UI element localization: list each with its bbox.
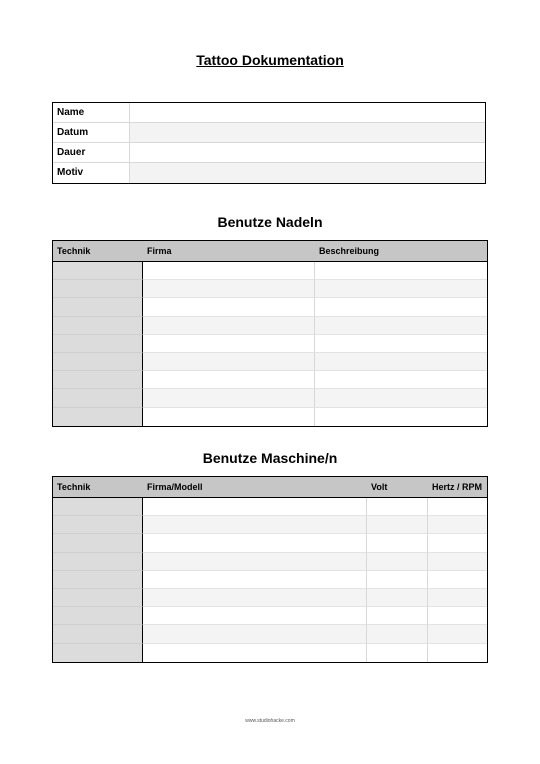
table-cell[interactable] <box>428 571 487 589</box>
table-row <box>53 571 487 589</box>
table-cell[interactable] <box>53 589 143 607</box>
info-label: Name <box>53 103 130 122</box>
table-cell[interactable] <box>53 262 143 280</box>
table-row <box>53 389 487 407</box>
table-cell[interactable] <box>428 553 487 571</box>
info-row-name <box>53 103 485 123</box>
table-cell[interactable] <box>367 534 428 552</box>
table-cell[interactable] <box>53 317 143 335</box>
table-cell[interactable] <box>53 335 143 353</box>
table-cell[interactable] <box>367 644 428 662</box>
table-cell[interactable] <box>143 571 367 589</box>
info-table <box>52 102 486 184</box>
table-cell[interactable] <box>143 335 315 353</box>
table-cell[interactable] <box>143 371 315 389</box>
table-cell[interactable] <box>428 589 487 607</box>
table-cell[interactable] <box>367 589 428 607</box>
machines-table-header <box>53 477 487 498</box>
info-label: Datum <box>53 123 130 142</box>
table-cell[interactable] <box>143 498 367 516</box>
table-row <box>53 516 487 534</box>
table-cell[interactable] <box>143 534 367 552</box>
column-header-beschreibung: Beschreibung <box>319 246 380 256</box>
table-cell[interactable] <box>53 534 143 552</box>
table-cell[interactable] <box>143 280 315 298</box>
table-row <box>53 607 487 625</box>
table-row <box>53 262 487 280</box>
info-row-motiv <box>53 163 485 183</box>
table-row <box>53 589 487 607</box>
table-cell[interactable] <box>53 553 143 571</box>
table-row <box>53 534 487 552</box>
table-cell[interactable] <box>143 298 315 316</box>
column-header-hertz-rpm: Hertz / RPM <box>432 482 483 492</box>
table-cell[interactable] <box>53 371 143 389</box>
footer-url: www.studiohacke.com <box>245 718 295 724</box>
column-header-firma-modell: Firma/Modell <box>147 482 203 492</box>
table-cell[interactable] <box>315 371 487 389</box>
table-row <box>53 553 487 571</box>
datum-field[interactable] <box>130 123 485 142</box>
table-cell[interactable] <box>53 408 143 426</box>
table-cell[interactable] <box>53 607 143 625</box>
table-cell[interactable] <box>143 644 367 662</box>
needles-section-title: Benutze Nadeln <box>217 214 323 230</box>
machines-table <box>52 476 488 663</box>
machines-section-title: Benutze Maschine/n <box>202 450 338 466</box>
needles-table-body <box>53 262 487 426</box>
table-cell[interactable] <box>53 389 143 407</box>
table-row <box>53 371 487 389</box>
table-cell[interactable] <box>143 553 367 571</box>
table-cell[interactable] <box>53 625 143 643</box>
table-cell[interactable] <box>315 280 487 298</box>
table-cell[interactable] <box>53 516 143 534</box>
table-cell[interactable] <box>367 553 428 571</box>
table-row <box>53 280 487 298</box>
table-row <box>53 298 487 316</box>
table-cell[interactable] <box>315 262 487 280</box>
column-header-technik: Technik <box>57 482 91 492</box>
table-cell[interactable] <box>315 317 487 335</box>
table-cell[interactable] <box>315 335 487 353</box>
dauer-field[interactable] <box>130 143 485 162</box>
table-cell[interactable] <box>428 607 487 625</box>
table-cell[interactable] <box>143 625 367 643</box>
table-cell[interactable] <box>367 571 428 589</box>
table-cell[interactable] <box>315 389 487 407</box>
page-title: Tattoo Dokumentation <box>196 52 344 68</box>
table-row <box>53 625 487 643</box>
info-row-dauer <box>53 143 485 163</box>
table-cell[interactable] <box>53 298 143 316</box>
table-cell[interactable] <box>428 534 487 552</box>
info-row-datum <box>53 123 485 143</box>
table-cell[interactable] <box>53 644 143 662</box>
table-cell[interactable] <box>53 353 143 371</box>
table-cell[interactable] <box>367 498 428 516</box>
name-field[interactable] <box>130 103 485 122</box>
table-row <box>53 317 487 335</box>
table-cell[interactable] <box>53 498 143 516</box>
table-cell[interactable] <box>143 589 367 607</box>
info-label: Motiv <box>53 163 130 183</box>
info-label: Dauer <box>53 143 130 162</box>
table-cell[interactable] <box>315 408 487 426</box>
table-cell[interactable] <box>143 516 367 534</box>
needles-table <box>52 240 488 427</box>
table-cell[interactable] <box>53 571 143 589</box>
table-cell[interactable] <box>315 353 487 371</box>
table-cell[interactable] <box>143 408 315 426</box>
table-cell[interactable] <box>315 298 487 316</box>
machines-table-body <box>53 498 487 662</box>
table-row <box>53 335 487 353</box>
table-cell[interactable] <box>367 516 428 534</box>
motiv-field[interactable] <box>130 163 485 183</box>
table-cell[interactable] <box>428 644 487 662</box>
table-cell[interactable] <box>428 625 487 643</box>
table-row <box>53 644 487 662</box>
table-cell[interactable] <box>143 389 315 407</box>
column-header-volt: Volt <box>371 482 388 492</box>
table-cell[interactable] <box>428 516 487 534</box>
table-cell[interactable] <box>143 317 315 335</box>
table-cell[interactable] <box>367 625 428 643</box>
table-cell[interactable] <box>428 498 487 516</box>
table-cell[interactable] <box>143 353 315 371</box>
table-cell[interactable] <box>367 607 428 625</box>
column-header-firma: Firma <box>147 246 172 256</box>
table-row <box>53 498 487 516</box>
column-header-technik: Technik <box>57 246 91 256</box>
needles-table-header <box>53 241 487 262</box>
table-cell[interactable] <box>143 607 367 625</box>
table-row <box>53 353 487 371</box>
table-cell[interactable] <box>53 280 143 298</box>
table-row <box>53 408 487 426</box>
table-cell[interactable] <box>143 262 315 280</box>
